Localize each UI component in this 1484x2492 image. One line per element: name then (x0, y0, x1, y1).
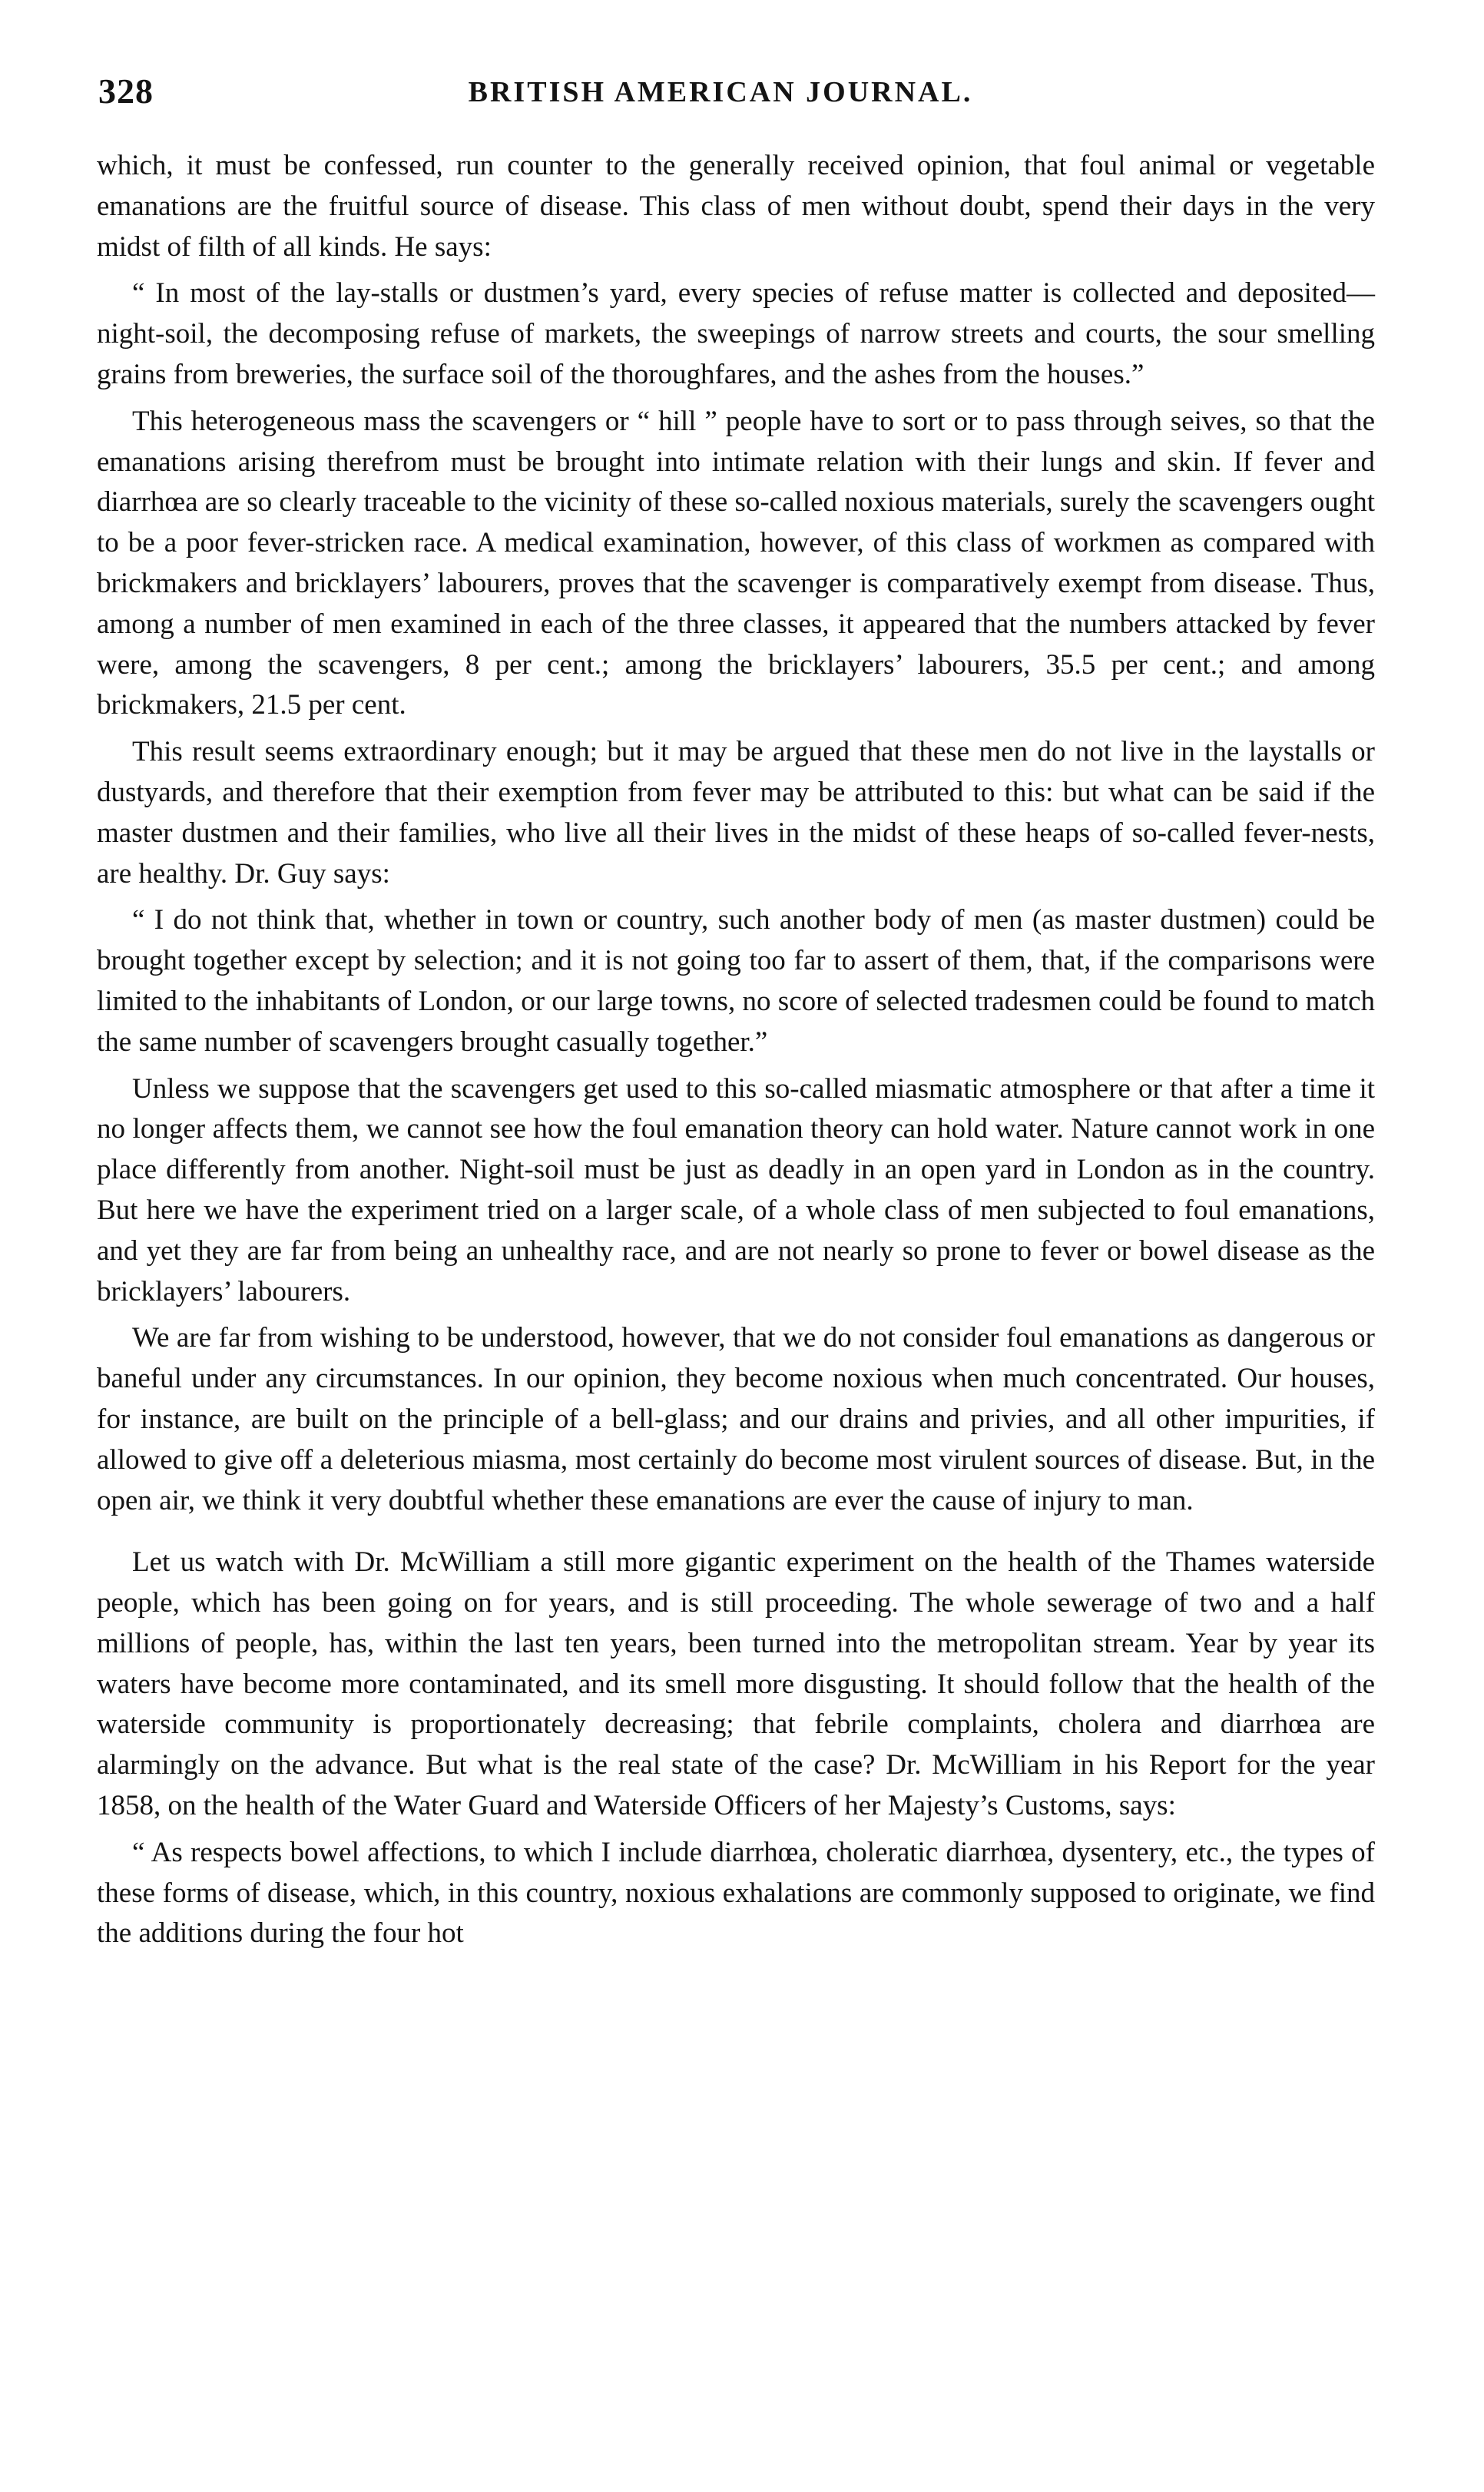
paragraph-4: Unless we suppose that the scavengers get used to this so-called miasmatic atmosphere or that after a time it no longer affects them, we cannot see how the foul emanation theory can hold water. Nature cannot work in one place differently from another. Night-soil must be just as deadly in an open yard in London as in the country. But here we have the experiment tried on a larger scale, of a whole class of men subjected to foul emanations, and yet they are far from being an unhealthy race, and are not nearly so prone to fever or bowel disease as the bricklayers’ labourers. (97, 1072, 1375, 1307)
running-head: BRITISH AMERICAN JOURNAL. (468, 76, 973, 108)
body-text (97, 146, 1375, 1960)
page-number: 328 (98, 71, 154, 111)
paragraph-2: This heterogeneous mass the scavengers or “ hill ” people have to sort or to pass through seives, so that the emanations arising therefrom must be brought into intimate relation with their lungs and skin. If fever and diarrhœa are so clearly traceable to the vicinity of these so-called noxious materials, surely the scavengers ought to be a poor fever-stricken race. A medical examination, however, of this class of workmen as compared with brickmakers and bricklayers’ labourers, proves that the scavenger is comparatively exempt from disease. Thus, among a number of men examined in each of the three classes, it appeared that the numbers attacked by fever were, among the scavengers, 8 per cent.; among the bricklayers’ labourers, 35.5 per cent.; and among brickmakers, 21.5 per cent. (97, 405, 1375, 721)
quote-paragraph-2: “ I do not think that, whether in town or country, such another body of men (as master dustmen) could be brought together except by selection; and it is not going too far to assert of them, that, if the comparisons were limited to the inhabitants of London, or our large towns, no score of selected tradesmen could be found to match the same number of scavengers brought casually together.” (97, 904, 1375, 1058)
paragraph-5: We are far from wishing to be understood, however, that we do not consider foul emanations as dangerous or baneful under any circumstances. In our opinion, they become noxious when much concentrated. Our houses, for instance, are built on the principle of a bell-glass; and our drains and privies, and all other impurities, if allowed to give off a deleterious miasma, most certainly do become most virulent sources of disease. But, in the open air, we think it very doubtful whether these emanations are ever the cause of injury to man. (97, 1322, 1375, 1516)
paragraph-3: This result seems extraordinary enough; but it may be argued that these men do not live in the laystalls or dustyards, and therefore that their exemption from fever may be attributed to this: but what can be said if the master dustmen and their families, who live all their lives in the midst of these heaps of so-called fever-nests, are healthy. Dr. Guy says: (97, 736, 1375, 890)
quote-paragraph-3: “ As respects bowel affections, to which I include diarrhœa, choleratic diarrhœa, dysentery, etc., the types of these forms of disease, which, in this country, noxious exhalations are commonly supposed to originate, we find the additions during the four hot (97, 1836, 1375, 1950)
page-header (98, 71, 1389, 117)
paragraph-1: which, it must be confessed, run counter to the generally received opinion, that foul animal or vegetable emanations are the fruitful source of disease. This class of men without doubt, spend their days in the very midst of filth of all kinds. He says: (97, 150, 1375, 263)
quote-paragraph-1: “ In most of the lay-stalls or dustmen’s yard, every species of refuse matter is collected and deposited—night-soil, the decomposing refuse of markets, the sweepings of narrow streets and courts, the sour smelling grains from breweries, the surface soil of the thoroughfares, and the ashes from the houses.” (97, 277, 1375, 390)
paragraph-6: Let us watch with Dr. McWilliam a still more gigantic experiment on the health of the Thames waterside people, which has been going on for years, and is still proceeding. The whole sewerage of two and a half millions of people, has, within the last ten years, been turned into the metropolitan stream. Year by year its waters have become more contaminated, and its smell more disgusting. It should follow that the health of the waterside community is proportionately decreasing; that febrile complaints, cholera and diarrhœa are alarmingly on the advance. But what is the real state of the case? Dr. McWilliam in his Report for the year 1858, on the health of the Water Guard and Waterside Officers of her Majesty’s Customs, says: (97, 1546, 1375, 1822)
